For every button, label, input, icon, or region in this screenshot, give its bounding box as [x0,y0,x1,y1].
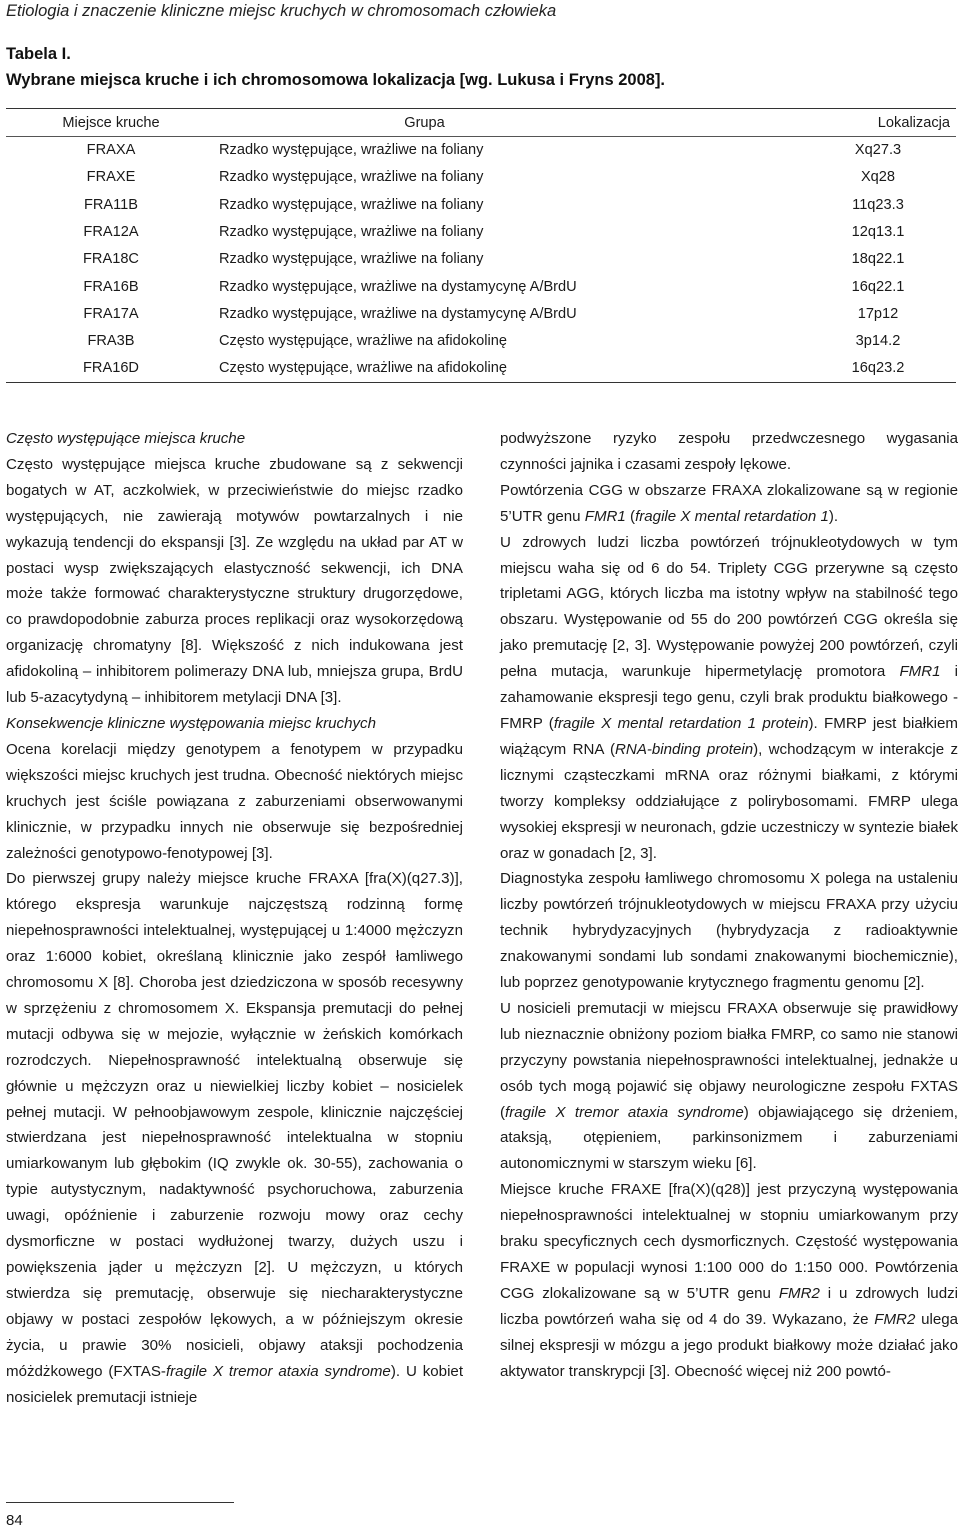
table-row [6,300,956,327]
text-run: Do pierwszej grupy należy miejsce kruche FRAXA [fra(X)(q27.3)], którego ekspresja warunkuje najczęstszą rodzinną formę niepełnosprawności intelektualnej, występującej u 1:4000 mężczyzn oraz 1:6000 kobiet, określaną klinicznie jako zespół łamliwego chromosomu X [8]. Choroba jest dziedziczona w sposób recesywny w sprzężeniu z chromosomem X. Ekspansja premutacji do pełnej mutacji odbywa się w mejozie, wyłącznie w żeńskich komórkach rozrodczych. Niepełnosprawność intelektualną obserwuje się głównie u mężczyzn oraz u niewielkiej liczby kobiet – nosicielek pełnej mutacji. W pełnoobjawowym zespole, klinicznie najczęściej stwierdzana jest niepełnosprawność intelektualna w stopniu umiarkowanym lub głębokim (IQ zwykle ok. 30-55), zachowania o typie autystycznym, nadaktywność psychoruchowa, zaburzenia uwagi, opóźnienie i zaburzenie rozwoju mowy oraz cechy dysmorficzne w postaci wydłużonej twarzy, dużych uszu i powiększenia jąder u mężczyzn [2]. U mężczyzn, u których stwierdza się premutację, obserwuje się niecharakterystyczne objawy w postaci zespołów lękowych, a w późniejszym okresie życia, u prawie 30% nosicieli, objawy ataksji pochodzenia móżdżkowego (FXTAS- [6,870,463,1380]
cell-location: Xq28 [860,169,896,186]
cell-group: Rzadko występujące, wrażliwe na foliany [219,251,484,268]
paragraph: Ocena korelacji między genotypem a fenotypem w przypadku większości miejsc kruchych jest trudna. Obecność niektórych miejsc kruchych jest ściśle powiązana z zaburzeniami obserwowanymi klinicznie, w przypadku innych nie obserwuje się bezpośredniej zależności genotypowo-fenotypowej [3]. [6,740,463,862]
cell-site: FRA16B [83,278,139,295]
gene-name: FMR2 [778,1284,820,1302]
table-row [6,246,956,273]
table-row [6,273,956,300]
paragraph [500,996,958,1177]
cell-site: FRA12A [83,224,139,241]
cell-group: Rzadko występujące, wrażliwe na foliany [219,196,484,213]
column-header-location: Lokalizacja [800,109,956,137]
text-run: ) objawiającego się drżeniem, ataksją, otępieniem, parkinsonizmem i zaburzeniami autonomicznymi w starszym wieku [6]. [500,1103,959,1173]
table-row [6,328,956,355]
cell-group: Rzadko występujące, wrażliwe na foliany [219,169,484,186]
italic-term: RNA-binding protein [615,740,754,758]
fragile-sites-table [6,108,956,383]
paragraph: podwyższone ryzyko zespołu przedwczesnego wygasania czynności jajnika i czasami zespoły lękowe. [500,430,958,473]
table-row [6,137,956,164]
cell-group: Często występujące, wrażliwe na afidokolinę [219,333,507,350]
cell-site: FRA16D [6,355,216,382]
subheading: Często występujące miejsca kruche [6,430,246,447]
text-run: U nosicieli premutacji w miejscu FRAXA obserwuje się prawidłowy lub nieznacznie obniżony poziom białka FMRP, co samo nie stanowi przyczyny powstania niepełnosprawności intelektualnej, jednakże u osób tych mogą pojawić się objawy neurologiczne zespołu FXTAS ( [500,999,958,1121]
table-header-row [6,109,956,137]
text-run: i zahamowanie ekspresji tego genu, czyli brak produktu białkowego - FMRP ( [500,663,958,732]
column-header-site: Miejsce kruche [6,109,216,137]
text-run: Powtórzenia CGG w obszarze FRAXA zlokalizowane są w regionie 5’UTR genu [500,481,958,525]
paragraph: Często występujące miejsca kruche zbudowane są z sekwencji bogatych w AT, aczkolwiek, w przeciwieństwie do miejsc rzadko występujących, nie zawierają motywów powtarzalnych i nie wykazują tendencji do ekspansji [3]. Ze względu na układ par AT w postaci wysp zwiększających elastyczność sekwencji, ich DNA może także formować charakterystyczne struktury drugorzędowe, co prawdopodobnie zaburza proces replikacji oraz wysokorzędową organizację chromatyny [8]. Większość z nich indukowana jest afidokoliną – inhibitorem polimerazy DNA lub, mniejsza grupa, BrdU lub 5-azacytydyną – inhibitorem metylacji DNA [3]. [6,455,463,707]
paragraph [6,866,463,1410]
table-row [6,218,956,245]
cell-location: 16q23.2 [800,355,956,382]
cell-group: Rzadko występujące, wrażliwe na foliany [219,224,484,241]
text-run: Miejsce kruche FRAXE [fra(X)(q28)] jest przyczyną występowania niepełnosprawności intelektualnej w stopniu umiarkowanym przy braku specyficznych cech dysmorficznych. Częstość występowania FRAXE w populacji wynosi 1:100 000 do 1:150 000. Powtórzenia CGG zlokalizowane są w 5’UTR genu [500,1181,958,1302]
column-header-group: Grupa [216,109,800,137]
italic-term: fragile X mental retardation 1 protein [553,714,809,732]
cell-location: 17p12 [857,305,899,322]
gene-name: FMR2 [874,1310,916,1328]
text-run: U zdrowych ludzi liczba powtórzeń trójnukleotydowych w tym miejscu waha się od 6 do 54. Triplety CGG przerywne są często tripletami AGG, których liczba ma istotny wpływ na stabilność tego obszaru. Występowanie od 55 do 200 powtórzeń CGG określa się jako premutację [2, 3]. Występowanie powyżej 200 powtórzeń, czyli pełna mutacja, warunkuje hipermetylację promotora [500,533,958,681]
italic-term: fragile X tremor ataxia syndrome [165,1362,391,1380]
paragraph [500,1177,958,1384]
gene-name: FMR1 [899,663,941,681]
table-label: Tabela I. [6,45,71,63]
cell-site: FRA11B [83,196,139,213]
cell-group: Rzadko występujące, wrażliwe na dystamycynę A/BrdU [219,305,577,322]
table-row [6,164,956,191]
left-text-column [6,426,463,1410]
text-run: i u zdrowych ludzi liczba powtórzeń waha się od 4 do 39. Wykazano, że [500,1284,958,1328]
running-header: Etiologia i znaczenie kliniczne miejsc kruchych w chromosomach człowieka [6,2,557,20]
table-row [6,191,956,218]
italic-term: fragile X tremor ataxia syndrome [505,1103,744,1121]
paragraph [500,478,958,530]
text-run: ). [828,507,839,525]
table-container [6,108,956,383]
cell-site: FRA17A [83,305,139,322]
footer-rule [6,1502,234,1503]
cell-site: FRAXE [86,169,136,186]
text-run: ulega silnej ekspresji w mózgu a jego produkt białkowy może działać jako aktywator transkrypcji [3]. Obecność więcej niż 200 powtó- [500,1310,958,1380]
italic-term: fragile X mental retardation 1 [635,507,829,525]
cell-site: FRA18C [83,251,139,268]
cell-group: Rzadko występujące, wrażliwe na dystamycynę A/BrdU [219,278,577,295]
text-run: ( [625,507,636,525]
text-run: ), wchodzącym w interakcje z licznymi cząsteczkami mRNA oraz różnymi białkami, z którymi tworzy kompleksy oddziałujące z polirybosomami. FMRP ulega wysokiej ekspresji w neuronach, gdzie uczestniczy w syntezie białek oraz w gonadach [2, 3]. [500,740,958,862]
text-run: ). U kobiet nosicielek premutacji istnieje [6,1362,464,1406]
cell-location: 18q22.1 [851,251,905,268]
cell-location: Xq27.3 [854,142,902,159]
cell-location: 16q22.1 [851,278,905,295]
cell-location: 12q13.1 [851,224,905,241]
cell-group: Rzadko występujące, wrażliwe na foliany [219,142,484,159]
right-text-column [500,426,958,1385]
cell-site: FRA3B [87,333,135,350]
gene-name: FMR1 [584,507,626,525]
subheading: Konsekwencje kliniczne występowania miejsc kruchych [6,714,376,732]
table-row [6,355,956,382]
cell-location: 11q23.3 [852,196,904,213]
paragraph [500,530,958,867]
page-number: 84 [6,1512,23,1529]
text-run: ). FMRP jest białkiem wiążącym RNA ( [500,714,958,758]
cell-site: FRAXA [86,142,136,159]
cell-group: Często występujące, wrażliwe na afidokolinę [216,355,800,382]
cell-location: 3p14.2 [855,333,901,350]
table-caption: Wybrane miejsca kruche i ich chromosomowa lokalizacja [wg. Lukusa i Fryns 2008]. [6,71,666,89]
paragraph: Diagnostyka zespołu łamliwego chromosomu X polega na ustaleniu liczby powtórzeń trójnukleotydowych w miejscu FRAXA przy użyciu technik hybrydyzacyjnych (hybrydyzacja z radioaktywnie znakowanymi sondami lub sondami znakowanymi biochemicznie), lub poprzez genotypowanie krytycznego fragmentu genomu [2]. [500,870,958,992]
